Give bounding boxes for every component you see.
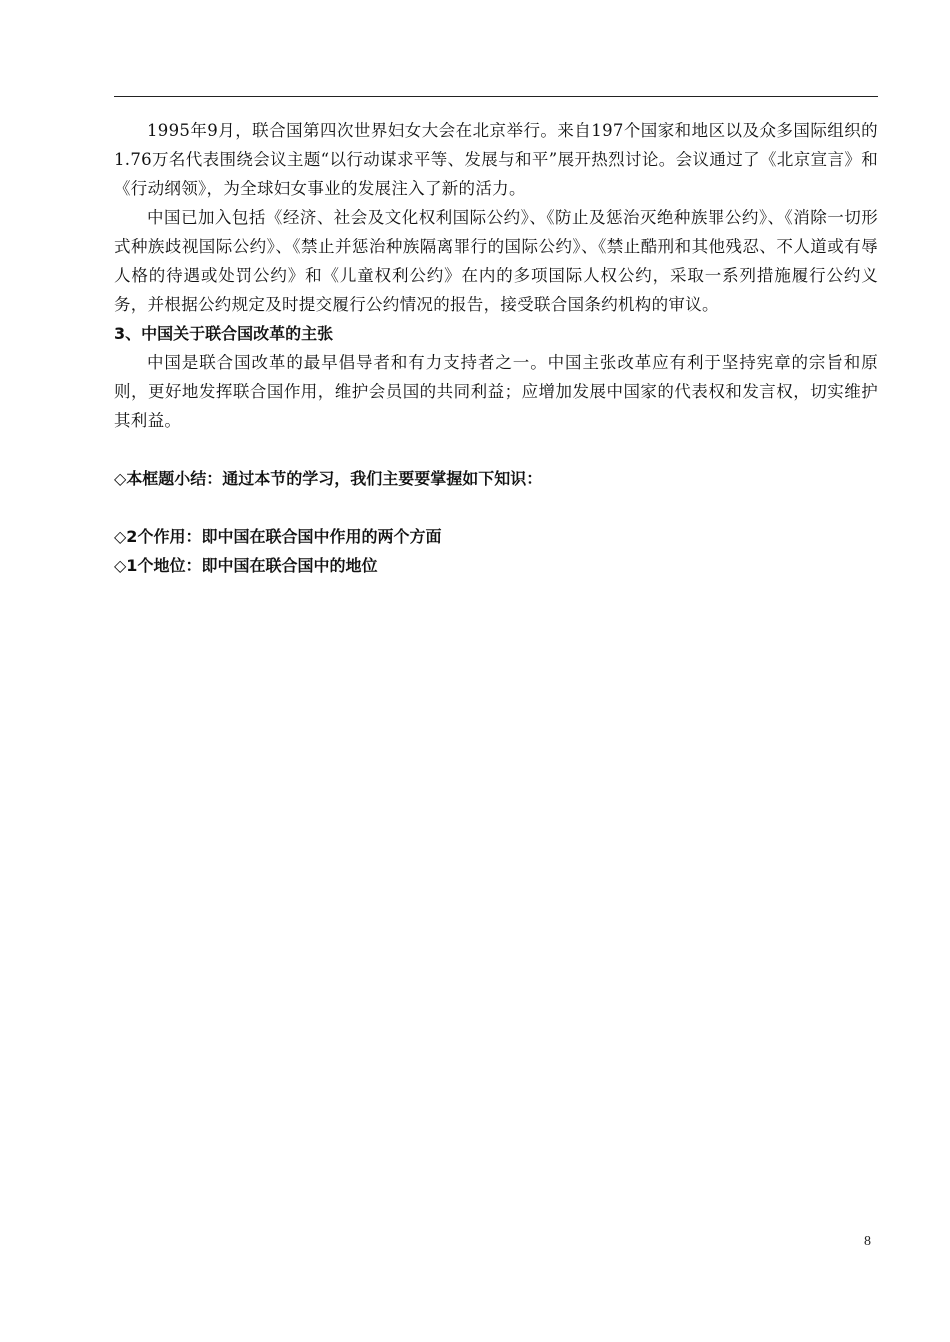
page-number: 8: [864, 1234, 871, 1249]
spacer: [114, 435, 878, 464]
document-body: [114, 116, 878, 580]
summary-item-status: ◇1个地位：即中国在联合国中的地位: [114, 556, 378, 575]
section-heading-un-reform: 3、中国关于联合国改革的主张: [114, 324, 334, 343]
header-rule: [114, 96, 878, 97]
summary-intro: ◇本框题小结：通过本节的学习，我们主要要掌握如下知识：: [114, 469, 543, 488]
spacer: [114, 493, 878, 522]
paragraph-un-reform: 中国是联合国改革的最早倡导者和有力支持者之一。中国主张改革应有利于坚持宪章的宗旨和原则，更好地发挥联合国作用，维护会员国的共同利益；应增加发展中国家的代表权和发言权，切实维护其利益。: [114, 353, 878, 430]
paragraph-human-rights-conventions: 中国已加入包括《经济、社会及文化权利国际公约》、《防止及惩治灭绝种族罪公约》、《消除一切形式种族歧视国际公约》、《禁止并惩治种族隔离罪行的国际公约》、《禁止酷刑和其他残忍、不人道或有辱人格的待遇或处罚公约》和《儿童权利公约》在内的多项国际人权公约，采取一系列措施履行公约义务，并根据公约规定及时提交履行公约情况的报告，接受联合国条约机构的审议。: [114, 208, 878, 314]
paragraph-beijing-conference: 1995年9月，联合国第四次世界妇女大会在北京举行。来自197个国家和地区以及众多国际组织的1.76万名代表围绕会议主题“以行动谋求平等、发展与和平”展开热烈讨论。会议通过了《北京宣言》和《行动纲领》，为全球妇女事业的发展注入了新的活力。: [114, 121, 878, 198]
summary-item-roles: ◇2个作用：即中国在联合国中作用的两个方面: [114, 527, 442, 546]
